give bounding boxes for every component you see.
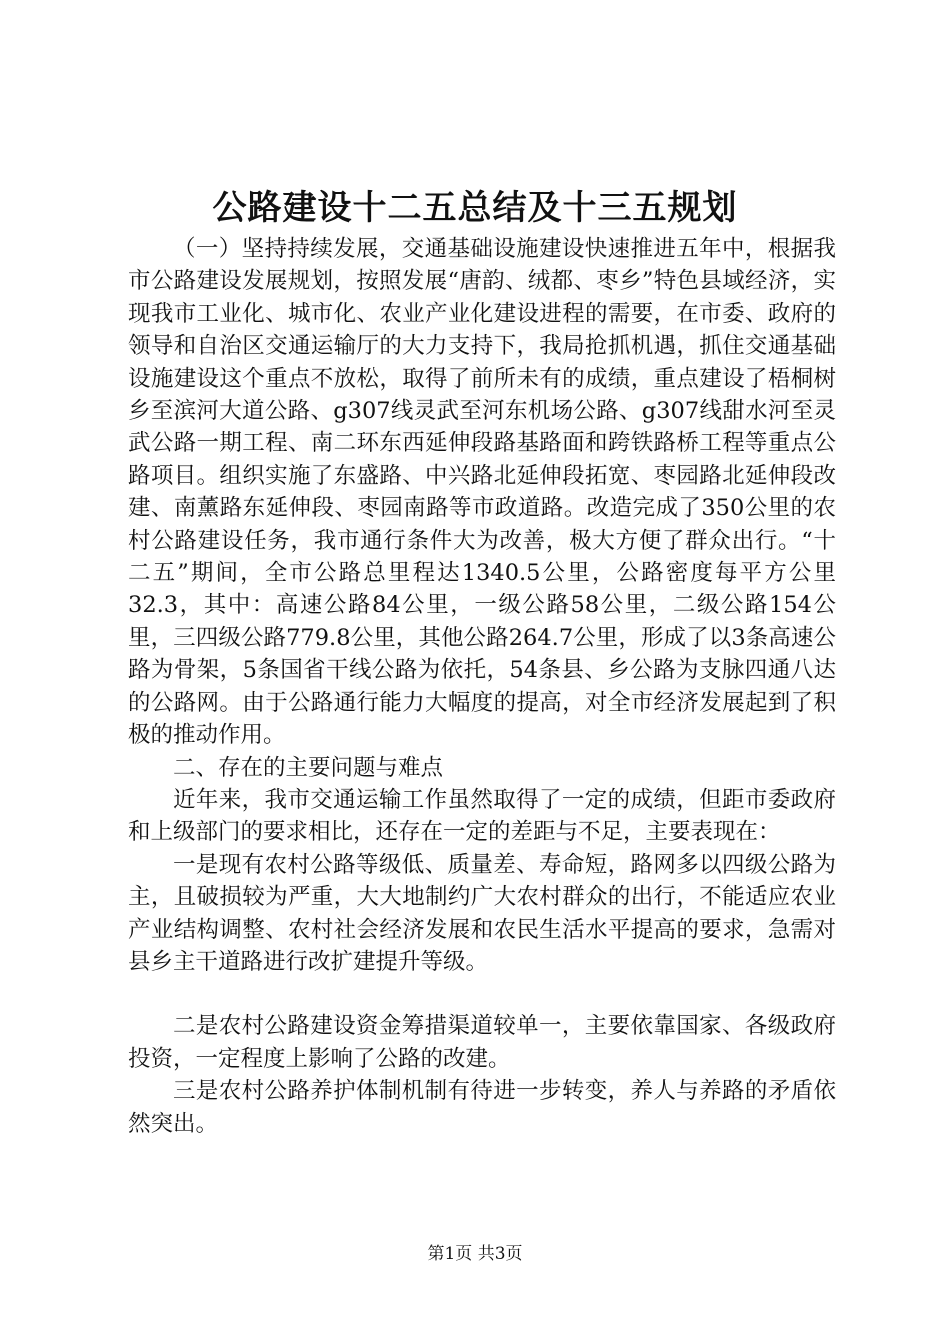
paragraph-problems-intro: 近年来，我市交通运输工作虽然取得了一定的成绩，但距市委政府和上级部门的要求相比，还存在一定的差距与不足，主要表现在： [128,786,836,846]
paragraph-problem-one: 一是现有农村公路等级低、质量差、寿命短，路网多以四级公路为主，且破损较为严重，大大地制约广大农村群众的出行，不能适应农业产业结构调整、农村社会经济发展和农民生活水平提高的要求，急需对县乡主干道路进行改扩建提升等级。 [128,851,836,975]
document-title: 公路建设十二五总结及十三五规划 [212,188,738,228]
paragraph-problem-two: 二是农村公路建设资金筹措渠道较单一，主要依靠国家、各级政府投资，一定程度上影响了公路的改建。 [128,1013,836,1072]
paragraph-achievements: （一）坚持持续发展，交通基础设施建设快速推进五年中，根据我市公路建设发展规划，按照发展“唐韵、绒都、枣乡”特色县域经济，实现我市工业化、城市化、农业产业化建设进程的需要，在市委、政府的领导和自治区交通运输厅的大力支持下，我局抢抓机遇，抓住交通基础设施建设这个重点不放松，取得了前所未有的成绩，重点建设了梧桐树乡至滨河大道公路、g307线灵武至河东机场公路、g307线甜水河至灵武公路一期工程、南二环东西延伸段路基路面和跨铁路桥工程等重点公路项目。组织实施了东盛路、中兴路北延伸段拓宽、枣园路北延伸段改建、南薰路东延伸段、枣园南路等市政道路。改造完成了350公里的农村公路建设任务，我市通行条件大为改善，极大方便了群众出行。“十二五”期间，全市公路总里程达1340.5公里，公路密度每平方公里32.3，其中：高速公路84公里，一级公路58公里，二级公路154公里，三四级公路779.8公里，其他公路264.7公里，形成了以3条高速公路为骨架，5条国省干线公路为依托，54条县、乡公路为支脉四通八达的公路网。由于公路通行能力大幅度的提高，对全市经济发展起到了积极的推动作用。 [128,236,836,749]
page-number-footer: 第1页 共3页 [427,1244,523,1264]
document-body [128,233,836,1140]
section-heading-problems: 二、存在的主要问题与难点 [173,754,444,781]
paragraph-problem-three: 三是农村公路养护体制机制有待进一步转变，养人与养路的矛盾依然突出。 [128,1078,836,1137]
